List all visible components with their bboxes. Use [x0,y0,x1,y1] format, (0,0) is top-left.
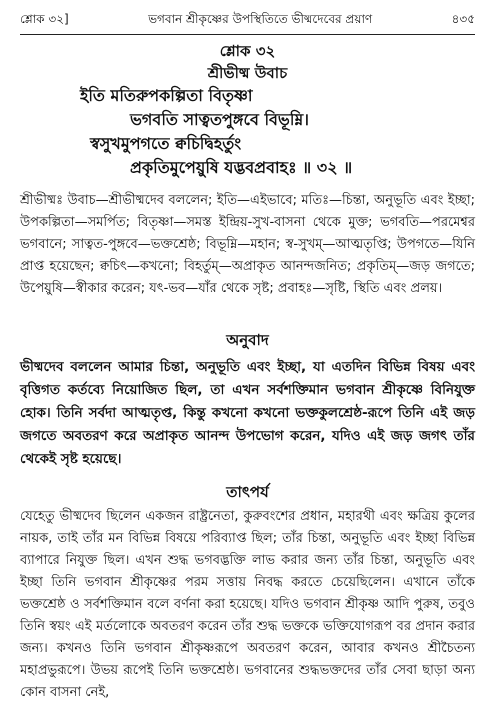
verse-line-1: ইতি মতিরুপকল্পিতা বিতৃষ্ণা [80,86,253,105]
header-rule [20,34,475,35]
verse-number: শ্লোক ৩২ [219,42,276,60]
purport-heading: তাৎপর্য [226,483,269,501]
verse-speaker: শ্রীভীষ্ম উবাচ [207,64,288,82]
verse-line-4: প্রকৃতিমুপেয়ুষি যদ্ভবপ্রবাহঃ ॥ ৩২ ॥ [130,158,353,177]
verse-line-2: ভগবতি সাত্বতপুঙ্গবে বিভূম্নি। [130,110,309,129]
translation-heading: অনুবাদ [226,331,269,349]
purport-paragraph [20,506,475,704]
translation-text: ভীষ্মদেব বললেন আমার চিন্তা, অনুভূতি এবং ইচ্ছা, যা এতদিন বিভিন্ন বিষয় এবং বৃত্তিগত কর্তব্যে নিয়োজিত ছিল, তা এখন সর্বশক্তিমান ভগবান শ্রীকৃষ্ণে বিনিযুক্ত হোক। তিনি সর্বদা আত্মতৃপ্ত, কিন্তু কখনো কখনো ভক্তকুলশ্রেষ্ঠ-রূপে তিনি এই জড় জগতে অবতরণ করে অপ্রাকৃত আনন্দ উপভোগ করেন, যদিও এই জড় জগৎ তাঁর থেকেই সৃষ্ট হয়েছে। [20,359,475,467]
synonyms-paragraph [20,190,475,300]
running-header [20,10,475,32]
translation-paragraph [20,356,475,471]
header-chapter-title: ভগবান শ্রীকৃষ্ণের উপস্থিতিতে ভীষ্মদেবের প্রয়াণ [148,12,373,26]
purport-text: যেহেতু ভীষ্মদেব ছিলেন একজন রাষ্ট্রনেতা, কুরুবংশের প্রধান, মহারথী এবং ক্ষত্রিয় কুলের নায়ক, তাই তাঁর মন বিভিন্ন বিষয়ে পরিব্যাপ্ত ছিল; তাঁর চিন্তা, অনুভূতি এবং ইচ্ছা বিভিন্ন ব্যাপারে নিযুক্ত ছিল। এখন শুদ্ধ ভগবদ্ভক্তি লাভ করার জন্য তাঁর চিন্তা, অনুভূতি এবং ইচ্ছা তিনি ভগবান শ্রীকৃষ্ণের পরম সত্তায় নিবদ্ধ করতে চেয়েছিলেন। এখানে তাঁকে ভক্তশ্রেষ্ঠ ও সর্বশক্তিমান বলে বর্ণনা করা হয়েছে। যদিও ভগবান শ্রীকৃষ্ণ আদি পুরুষ, তবুও তিনি স্বয়ং এই মর্তলোকে অবতরণ করেন তাঁর শুদ্ধ ভক্তকে ভক্তিযোগরূপ বর প্রদান করার জন্য। কখনও তিনি ভগবান শ্রীকৃষ্ণরূপে অবতরণ করেন, আবার কখনও শ্রীচৈতন্য মহাপ্রভুরূপে। উভয় রূপেই তিনি ভক্তশ্রেষ্ঠ। ভগবানের শুদ্ধভক্তদের তাঁর সেবা ছাড়া অন্য কোন বাসনা নেই, [20,509,475,700]
header-verse-ref: শ্লোক ৩২] [20,12,69,26]
synonyms-text: শ্রীভীষ্মঃ উবাচ—শ্রীভীষ্মদেব বললেন; ইতি—এইভাবে; মতিঃ—চিন্তা, অনুভূতি এবং ইচ্ছা; উপকল্পিতা—সমর্পিত; বিতৃষ্ণা—সমস্ত ইন্দ্রিয়-সুখ-বাসনা থেকে মুক্ত; ভগবতি—পরমেশ্বর ভগবানে; সাত্বত-পুঙ্গবে—ভক্তশ্রেষ্ঠ; বিভূম্নি—মহান; স্ব-সুখম্—আত্মতৃপ্তি; উপগতে—যিনি প্রাপ্ত হয়েছেন; ক্বচিৎ—কখনো; বিহর্তুম্—অপ্রাকৃত আনন্দজনিত; প্রকৃতিম্—জড় জগতে; উপেয়ুষি—স্বীকার করেন; যৎ-ভব—যাঁর থেকে সৃষ্ট; প্রবাহঃ—সৃষ্টি, স্থিতি এবং প্রলয়। [20,193,475,296]
verse-line-3: স্বসুখমুপগতে ক্বচিদ্বিহর্তুং [90,134,242,153]
verse-block [20,40,475,180]
header-page-number: ৪৩৫ [451,12,475,26]
